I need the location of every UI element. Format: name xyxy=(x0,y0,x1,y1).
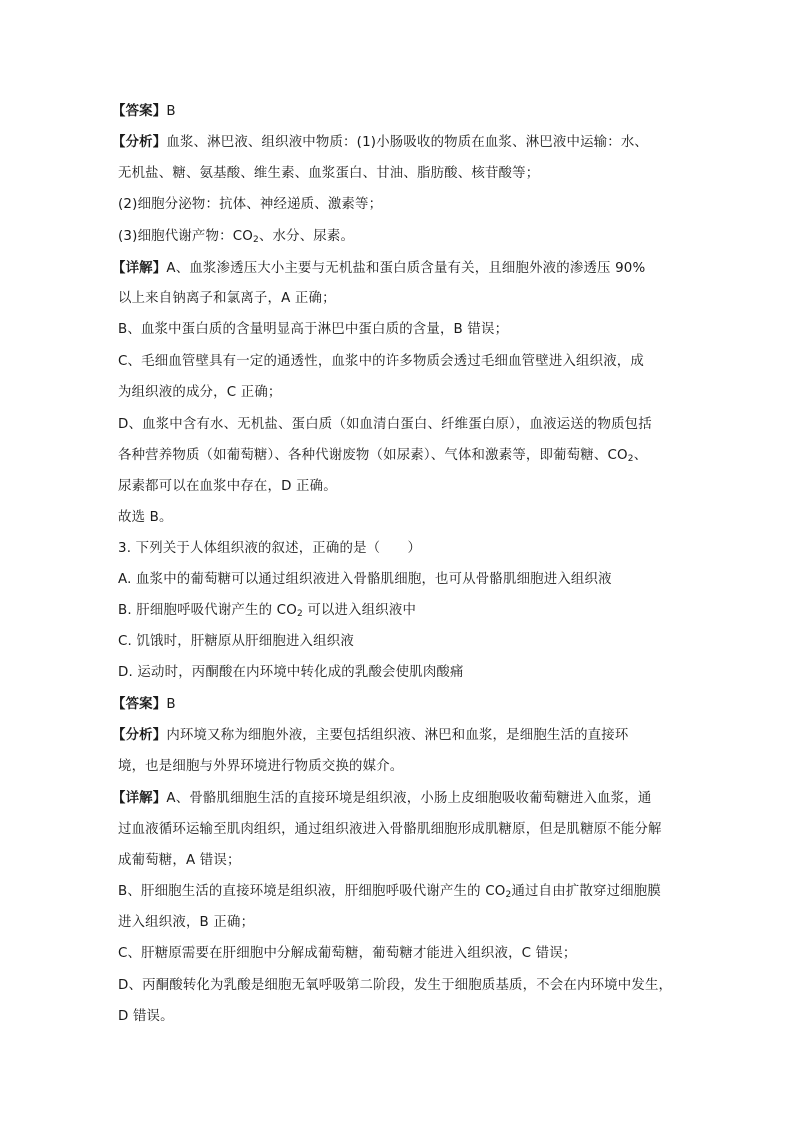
analysis-text: 内环境又称为细胞外液，主要包括组织液、淋巴和血浆，是细胞生活的直接环 xyxy=(166,728,629,743)
detail-line-14: C、肝糖原需要在肝细胞中分解成葡萄糖，葡萄糖才能进入组织液，C 错误； xyxy=(118,946,577,961)
analysis-label: 【分析】 xyxy=(112,728,167,743)
analysis-line-5 xyxy=(112,726,628,746)
detail-line-7: 各种营养物质（如葡萄糖）、各种代谢废物（如尿素）、气体和激素等，即葡萄糖、$CO_2$、 xyxy=(118,448,648,464)
detail-line-12: B、肝细胞生活的直接环境是组织液，肝细胞呼吸代谢产生的 $CO_2$通过自由扩散穿过细胞膜 xyxy=(118,884,661,900)
detail-line-9 xyxy=(112,789,651,809)
detail-line-11: 成葡萄糖，A 错误； xyxy=(118,853,241,868)
analysis-label: 【分析】 xyxy=(112,135,167,150)
option-b: B. 肝细胞呼吸代谢产生的 $CO_2$ 可以进入组织液中 xyxy=(118,603,417,619)
detail-line-5: 为组织液的成分，C 正确； xyxy=(118,385,282,400)
option-d: D. 运动时，丙酮酸在内环境中转化成的乳酸会使肌肉酸痛 xyxy=(118,665,464,680)
analysis-line-2: 无机盐、糖、氨基酸、维生素、血浆蛋白、甘油、脂肪酸、核苷酸等； xyxy=(118,166,540,181)
detail-label: 【详解】 xyxy=(112,791,167,806)
analysis-line-4: (3)细胞代谢产物：$CO_2$、水分、尿素。 xyxy=(118,229,355,245)
answer-line-1 xyxy=(112,102,176,122)
analysis-line-6: 境，也是细胞与外界环境进行物质交换的媒介。 xyxy=(118,759,404,774)
detail-line-1 xyxy=(112,259,645,279)
detail-line-10: 过血液循环运输至肌肉组织，通过组织液进入骨骼肌细胞形成肌糖原，但是肌糖原不能分解 xyxy=(118,822,662,837)
answer-value: B xyxy=(166,104,176,119)
answer-label: 【答案】 xyxy=(112,104,167,119)
analysis-text: 血浆、淋巴液、组织液中物质：(1)小肠吸收的物质在血浆、淋巴液中运输：水、 xyxy=(166,135,649,150)
detail-line-8: 尿素都可以在血浆中存在，D 正确。 xyxy=(118,479,337,494)
answer-value: B xyxy=(166,697,176,712)
analysis-line-3: (2)细胞分泌物：抗体、神经递质、激素等； xyxy=(118,197,383,212)
answer-label: 【答案】 xyxy=(112,697,167,712)
detail-line-4: C、毛细血管壁具有一定的通透性，血浆中的许多物质会透过毛细血管壁进入组织液，成 xyxy=(118,354,644,369)
option-a: A. 血浆中的葡萄糖可以通过组织液进入骨骼肌细胞，也可从骨骼肌细胞进入组织液 xyxy=(118,572,612,587)
detail-text: A、骨骼肌细胞生活的直接环境是组织液，小肠上皮细胞吸收葡萄糖进入血浆，通 xyxy=(166,791,652,806)
detail-label: 【详解】 xyxy=(112,261,167,276)
detail-line-6: D、血浆中含有水、无机盐、蛋白质（如血清白蛋白、纤维蛋白原），血液运送的物质包括 xyxy=(118,417,652,432)
detail-line-16: D 错误。 xyxy=(118,1009,174,1024)
analysis-line-1 xyxy=(112,133,648,153)
option-c: C. 饥饿时，肝糖原从肝细胞进入组织液 xyxy=(118,634,354,649)
detail-line-3: B、血浆中蛋白质的含量明显高于淋巴中蛋白质的含量，B 错误； xyxy=(118,322,509,337)
conclusion-line: 故选 B。 xyxy=(118,510,173,525)
detail-line-2: 以上来自钠离子和氯离子，A 正确； xyxy=(118,291,336,306)
answer-line-2 xyxy=(112,695,176,715)
detail-line-13: 进入组织液，B 正确； xyxy=(118,915,255,930)
detail-line-15: D、丙酮酸转化为乳酸是细胞无氧呼吸第二阶段，发生于细胞质基质，不会在内环境中发生， xyxy=(118,978,673,993)
detail-text: A、血浆渗透压大小主要与无机盐和蛋白质含量有关，且细胞外液的渗透压 90% xyxy=(166,261,646,276)
question-stem: 3. 下列关于人体组织液的叙述，正确的是（ ） xyxy=(118,541,422,556)
